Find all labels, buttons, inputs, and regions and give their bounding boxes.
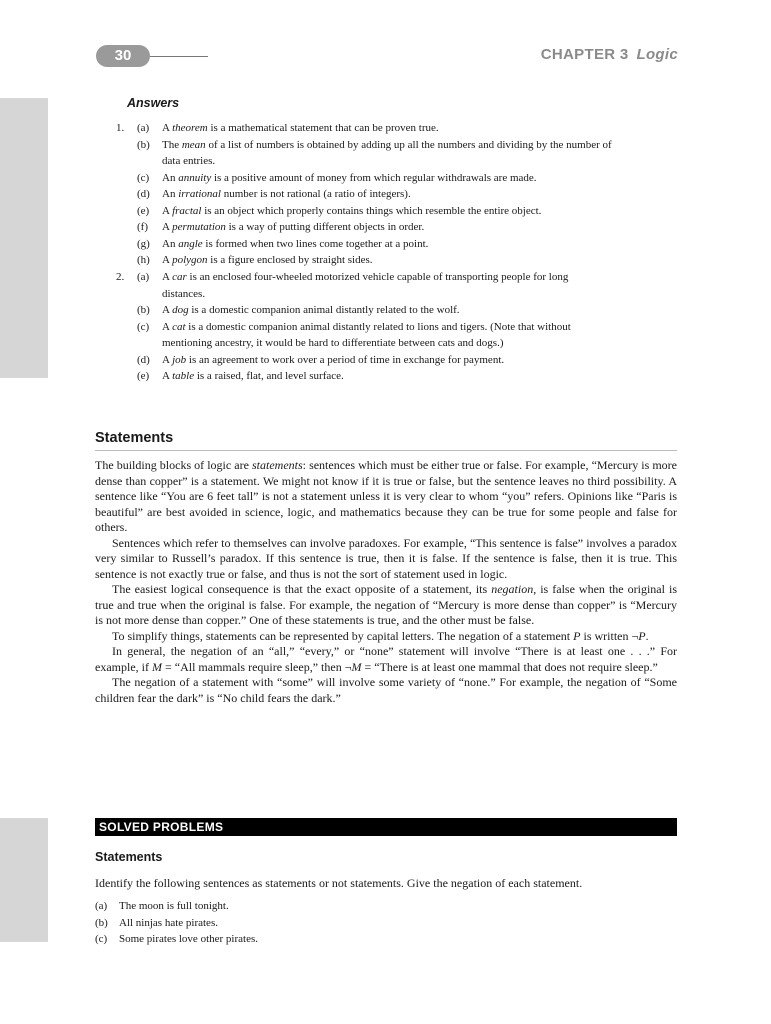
question-number: 1. — [116, 122, 125, 134]
side-tab-decoration-lower — [0, 818, 48, 942]
answer-list-2 — [116, 269, 681, 385]
paragraph: The building blocks of logic are statements: sentences which must be either true or false. For example, “Mercury is more dense than copper” is a statement. We might not know if it is true or false, but the sentence leaves no third possibility. A sentence like “You are 6 feet tall” is not a statement unless it is very clear to whom “you” refers. Opinions like “Paris is beautiful” are best avoided in science, logic, and mathematics because they can be true for some people and false for others. — [95, 458, 677, 534]
answers-heading: Answers — [127, 96, 180, 110]
list-item: (d) A job is an agreement to work over a period of time in exchange for payment. — [137, 353, 505, 366]
answer-list-1 — [116, 120, 681, 269]
list-item: (f) A permutation is a way of putting different objects in order. — [137, 221, 425, 233]
list-item: (b) A dog is a domestic companion animal distantly related to the wolf. — [137, 304, 460, 316]
list-item: (h) A polygon is a figure enclosed by straight sides. — [137, 254, 373, 266]
list-item: (c) Some pirates love other pirates. — [95, 933, 258, 945]
paragraph: The negation of a statement with “some” will involve some variety of “none.” For example, the negation of “Some children fear the dark” is “No child fears the dark.” — [95, 675, 677, 705]
problem-instruction: Identify the following sentences as statements or not statements. Give the negation of each statement. — [95, 876, 583, 890]
question-number: 2. — [116, 271, 125, 283]
list-item: (d) An irrational number is not rational (a ratio of integers). — [137, 188, 411, 200]
problem-list — [95, 898, 258, 948]
list-item: (g) An angle is formed when two lines come together at a point. — [137, 237, 429, 250]
list-item: 2. (a) A car is an enclosed four-wheeled motorized vehicle capable of transporting people for long distances. — [116, 269, 681, 302]
chapter-label: CHAPTER 3 — [540, 46, 629, 63]
list-item: (b) All ninjas hate pirates. — [95, 916, 218, 929]
solved-problems-banner: SOLVED PROBLEMS — [95, 818, 677, 836]
list-item: (c) A cat is a domestic companion animal distantly related to lions and tigers. (Note that without mentioning ancestry, it would be hard to differentiate between cats and dogs.) — [137, 320, 571, 349]
paragraph: Sentences which refer to themselves can involve paradoxes. For example, “This sentence is false” involves a paradox very similar to Russell’s paradox. If this sentence is true, then it is false. If the sentence is false, then it is true. This sentence is not exactly true or false, and thus is not the sort of statement used in logic. — [95, 535, 677, 581]
paragraph: The easiest logical consequence is that the exact opposite of a statement, its negation, is false when the original is true and true when the original is false. For example, the negation of “Mercury is more dense than copper” is “Mercury is not more dense than copper.” One of these statements is true, and the other must be false. — [95, 582, 677, 627]
solved-subheading: Statements — [95, 850, 163, 864]
side-tab-decoration — [0, 98, 48, 378]
statements-body — [95, 458, 677, 706]
header-rule — [150, 56, 208, 57]
chapter-title: Logic — [636, 46, 678, 63]
paragraph: To simplify things, statements can be represented by capital letters. The negation of a statement P is written ¬P. — [112, 628, 649, 643]
list-item: (b) The mean of a list of numbers is obtained by adding up all the numbers and dividing by the number of data entries. — [137, 138, 612, 167]
list-item: (e) A table is a raised, flat, and level surface. — [137, 370, 344, 382]
section-heading-statements: Statements — [95, 430, 174, 446]
section-rule — [95, 450, 677, 451]
page-number: 30 — [96, 45, 150, 67]
paragraph: In general, the negation of an “all,” “every,” or “none” statement will involve “There is at least one . . .” For example, if M = “All mammals require sleep,” then ¬M = “There is at least one mammal that does not require sleep.” — [95, 644, 677, 674]
list-item: (a) The moon is full tonight. — [95, 900, 229, 912]
running-header — [541, 46, 678, 63]
list-item: 1. (a) A theorem is a mathematical statement that can be proven true. — [116, 120, 681, 137]
list-item: (e) A fractal is an object which properly contains things which resemble the entire object. — [137, 204, 542, 217]
list-item: (c) An annuity is a positive amount of money from which regular withdrawals are made. — [137, 171, 537, 184]
